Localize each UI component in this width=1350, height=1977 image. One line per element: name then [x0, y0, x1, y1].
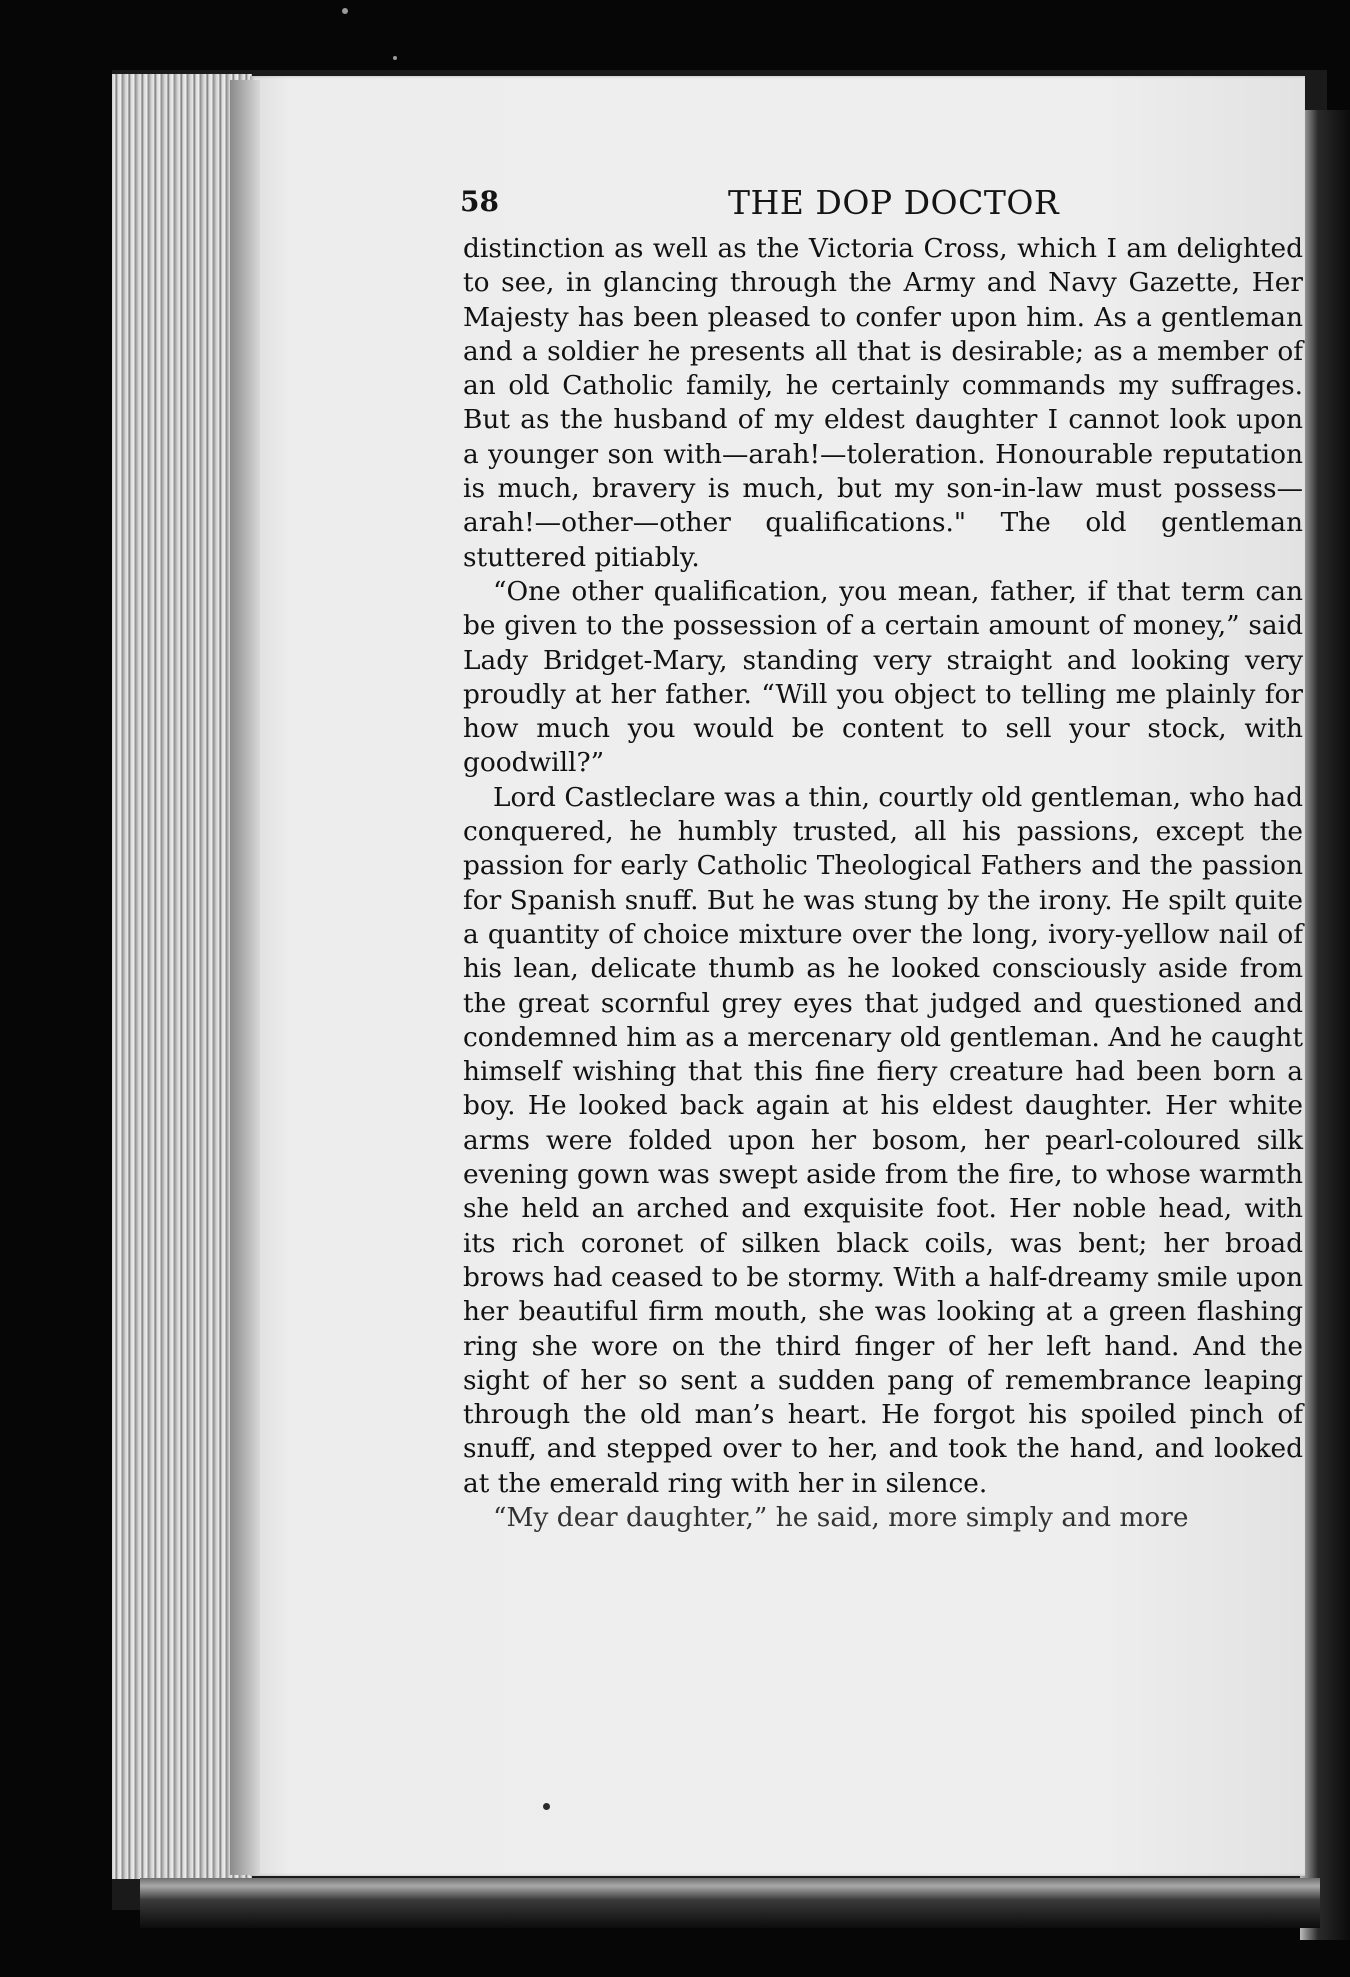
paragraph: Lord Castleclare was a thin, courtly old gentleman, who had conquered, he humbly trusted, all his passions, except the passion for early Catholic Theological Fathers and the passion for Spanish snuff. But he was stung by the irony. He spilt quite a quantity of choice mixture over the long, ivory-yellow nail of his lean, delicate thumb as he looked consciously aside from the great scornful grey eyes that judged and questioned and condemned him as a mercenary old gentleman. And he caught himself wishing that this fine fiery creature had been born a boy. He looked back again at his eldest daughter. Her white arms were folded upon her bosom, her pearl-coloured silk evening gown was swept aside from the fire, to whose warmth she held an arched and exquisite foot. Her noble head, with its rich coronet of silken black coils, was bent; her broad brows had ceased to be stormy. With a half-dreamy smile upon her beautiful firm mouth, she was looking at a green flashing ring she wore on the third finger of her left hand. And the sight of her so sent a sudden pang of remembrance leaping through the old man’s heart. He forgot his spoiled pinch of snuff, and stepped over to her, and took the hand, and looked at the emerald ring with her in silence.: [463, 781, 1303, 1499]
page-number: 58: [460, 185, 499, 218]
dust-speck: [342, 8, 348, 14]
gutter-shadow: [230, 80, 260, 1875]
ink-dot: [543, 1803, 550, 1810]
paragraph: distinction as well as the Victoria Cross, which I am delighted to see, in glancing through the Army and Navy Gazette, Her Majesty has been pleased to confer upon him. As a gentleman and a soldier he presents all that is desirable; as a member of an old Catholic family, he certainly commands my suffrages. But as the husband of my eldest daughter I cannot look upon a younger son with—arah!—toleration. Honourable reputation is much, bravery is much, but my son-in-law must possess—arah!—other—other qualifications." The old gentleman stuttered pitiably.: [463, 233, 1303, 573]
body-text: [463, 232, 1303, 1535]
bottom-edge: [140, 1878, 1320, 1928]
cover-edge: [1300, 110, 1350, 1940]
paragraph: “My dear daughter,” he said, more simply and more: [493, 1501, 1189, 1533]
paragraph: “One other qualification, you mean, father, if that term can be given to the possession of a certain amount of money,” said Lady Bridget-Mary, standing very straight and looking very proudly at her father. “Will you object to telling me plainly for how much you would be content to sell your stock, with goodwill?”: [463, 575, 1303, 779]
running-title: THE DOP DOCTOR: [728, 183, 1060, 222]
dust-speck: [393, 56, 397, 60]
